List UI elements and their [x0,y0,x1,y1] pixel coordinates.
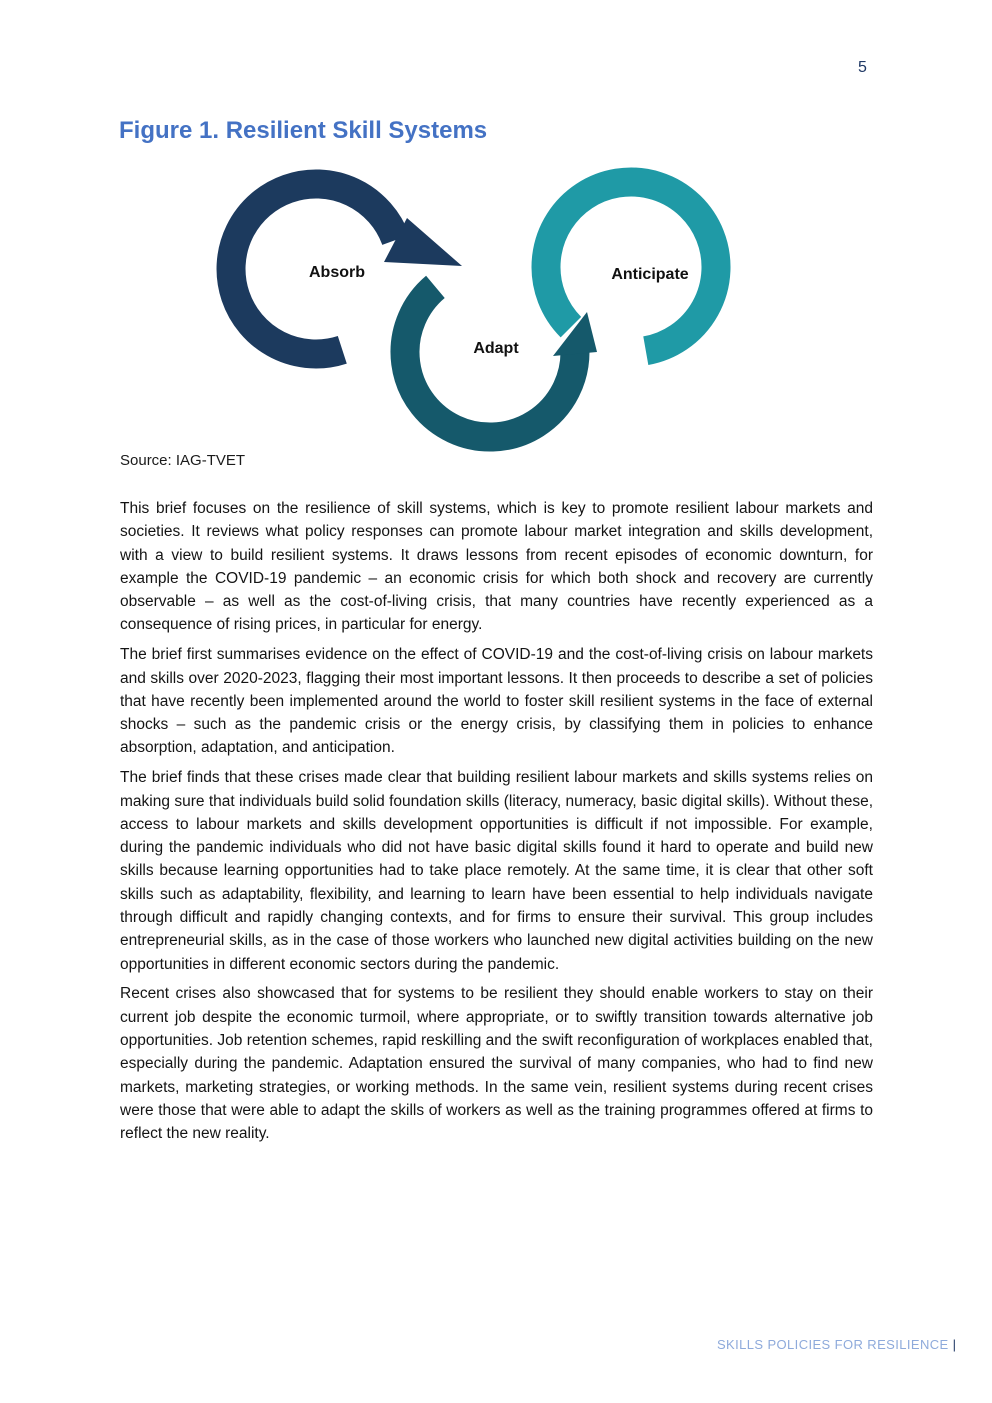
body-paragraph-3: The brief finds that these crises made clear that building resilient labour markets and skills systems relies on making sure that individuals build solid foundation skills (literacy, numeracy, basic digital skills). Without these, access to labour markets and skills development opportunities is difficult if not impossible. For example, during the pandemic individuals who did not have basic digital skills found it hard to operate and build new skills because learning opportunities had to take place remotely. At the same time, it is clear that other soft skills such as adaptability, flexibility, and learning to learn have been essential to help individuals navigate through difficult and rapidly changing contexts, and for firms to ensure their survival. This group includes entrepreneurial skills, as in the case of those workers who launched new digital activities building on the new opportunities in different economic sectors during the pandemic. [120,769,873,973]
body-paragraph-1: This brief focuses on the resilience of skill systems, which is key to promote resilient labour markets and societies. It reviews what policy responses can promote labour market integration and skills development, with a view to build resilient systems. It draws lessons from recent episodes of economic downturn, for example the COVID-19 pandemic – an economic crisis for which both shock and recovery are currently observable – as well as the cost-of-living crisis, that many countries have recently experienced as a consequence of rising prices, in particular for energy. [120,500,873,634]
body-paragraph-2: The brief first summarises evidence on the effect of COVID-19 and the cost-of-living crisis on labour markets and skills over 2020-2023, flagging their most important lessons. It then proceeds to describe a set of policies that have recently been implemented around the world to foster skill resilient systems in the face of external shocks – such as the pandemic crisis or the energy crisis, by classifying them in policies to enhance absorption, adaptation, and anticipation. [120,646,873,757]
absorb-label: Absorb [309,264,365,281]
body-text [120,497,873,1152]
adapt-label: Adapt [473,340,519,357]
page-number: 5 [858,59,867,76]
body-paragraph-4: Recent crises also showcased that for systems to be resilient they should enable workers to stay on their current job despite the economic turmoil, where appropriate, or to swiftly transition towards alternative job opportunities. Job retention schemes, rapid reskilling and the swift reconfiguration of workplaces enabled that, especially during the pandemic. Adaptation ensured the survival of many companies, who had to find new markets, marketing strategies, or working methods. In the same vein, resilient systems during recent crises were those that were able to adapt the skills of workers as well as the training programmes offered at firms to reflect the new reality. [120,985,873,1143]
figure-title: Figure 1. Resilient Skill Systems [119,117,488,144]
page-footer [717,1337,956,1352]
figure-source: Source: IAG-TVET [120,452,246,469]
footer-separator: | [952,1337,956,1352]
anticipate-label: Anticipate [611,266,689,283]
resilient-skill-systems-diagram [206,152,786,462]
cycle-diagram-svg [206,152,786,462]
footer-text: SKILLS POLICIES FOR RESILIENCE [716,1337,949,1352]
